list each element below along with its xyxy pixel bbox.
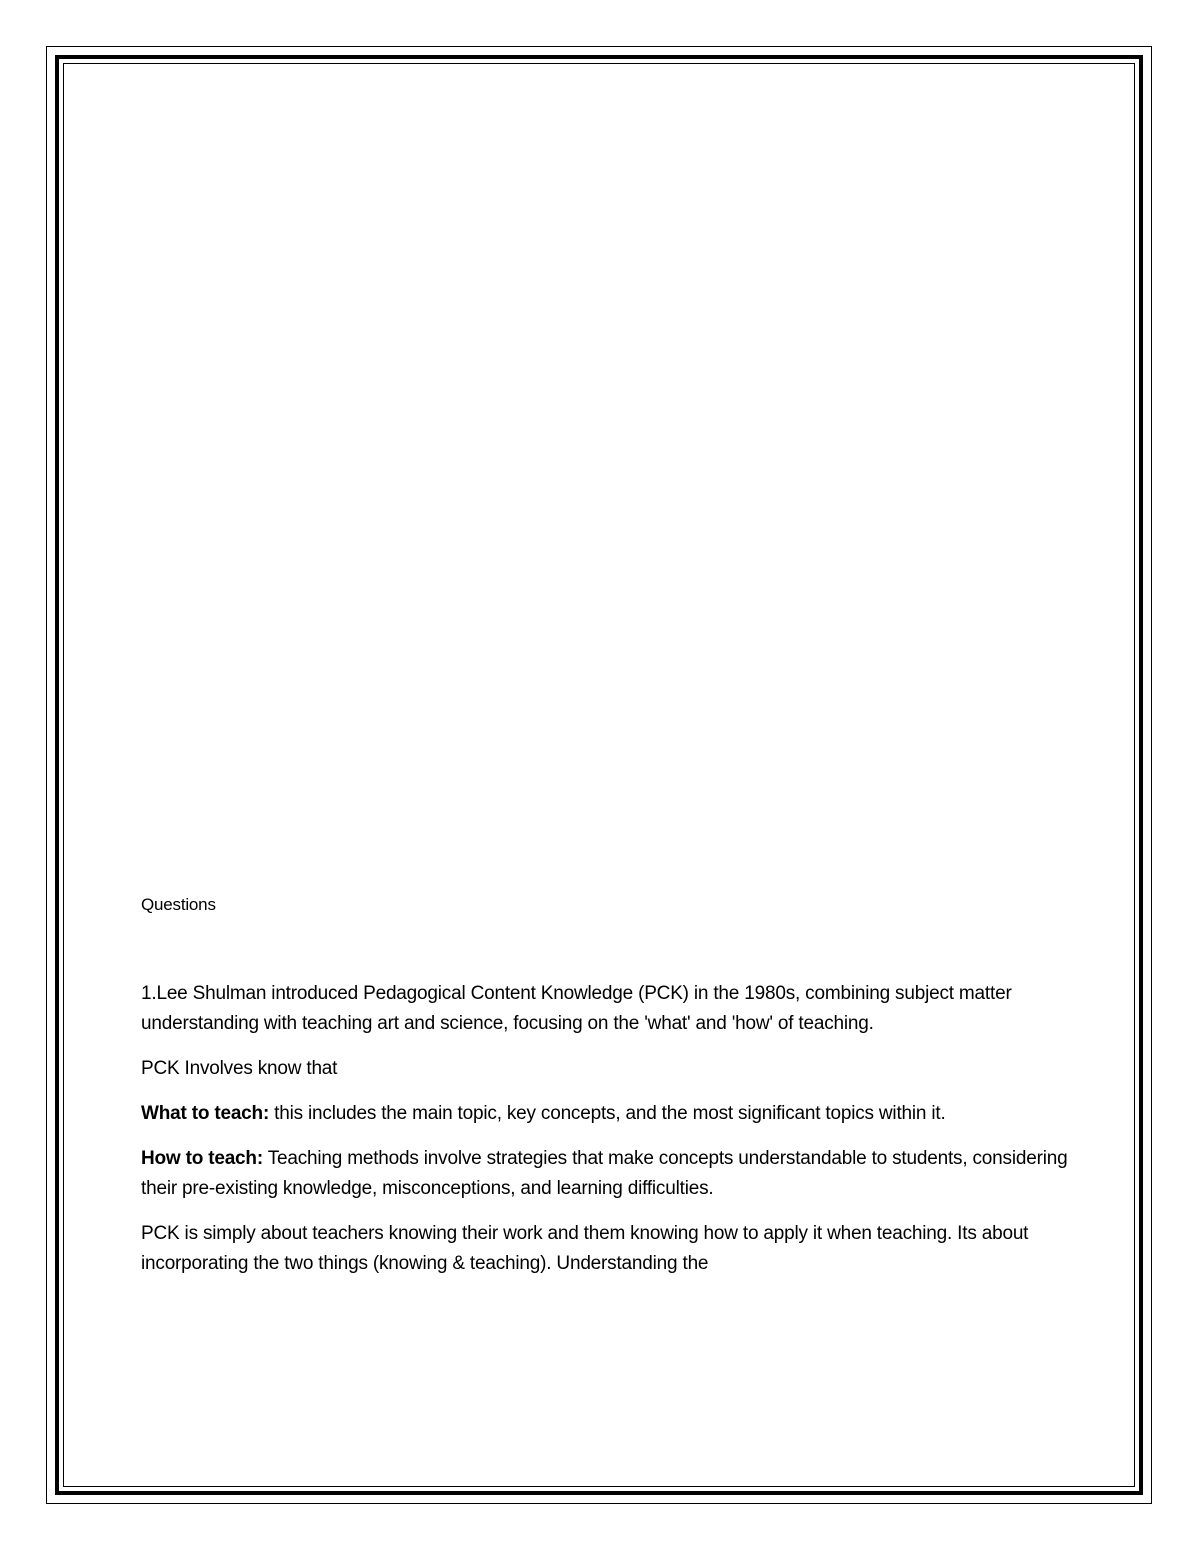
- paragraph-what-to-teach: [141, 1099, 1071, 1129]
- term-how-to-teach: How to teach:: [141, 1148, 263, 1169]
- definition-how-to-teach: Teaching methods involve strategies that make concepts understandable to students, considering their pre-existing knowledge, misconceptions, and learning difficulties.: [141, 1148, 1068, 1199]
- paragraph-how-to-teach: [141, 1144, 1071, 1204]
- section-label: Questions: [141, 895, 216, 914]
- paragraph-intro: 1.Lee Shulman introduced Pedagogical Content Knowledge (PCK) in the 1980s, combining subject matter understanding with teaching art and science, focusing on the 'what' and 'how' of teaching.: [141, 983, 1012, 1034]
- term-what-to-teach: What to teach:: [141, 1103, 270, 1124]
- paragraph-pck-involves: PCK Involves know that: [141, 1058, 338, 1079]
- paragraph-pck-summary: PCK is simply about teachers knowing their work and them knowing how to apply it when teaching. Its about incorporating the two things (knowing & teaching). Understanding the: [141, 1223, 1029, 1274]
- document-body: [141, 893, 1071, 1294]
- definition-what-to-teach: this includes the main topic, key concepts, and the most significant topics within it.: [269, 1103, 946, 1124]
